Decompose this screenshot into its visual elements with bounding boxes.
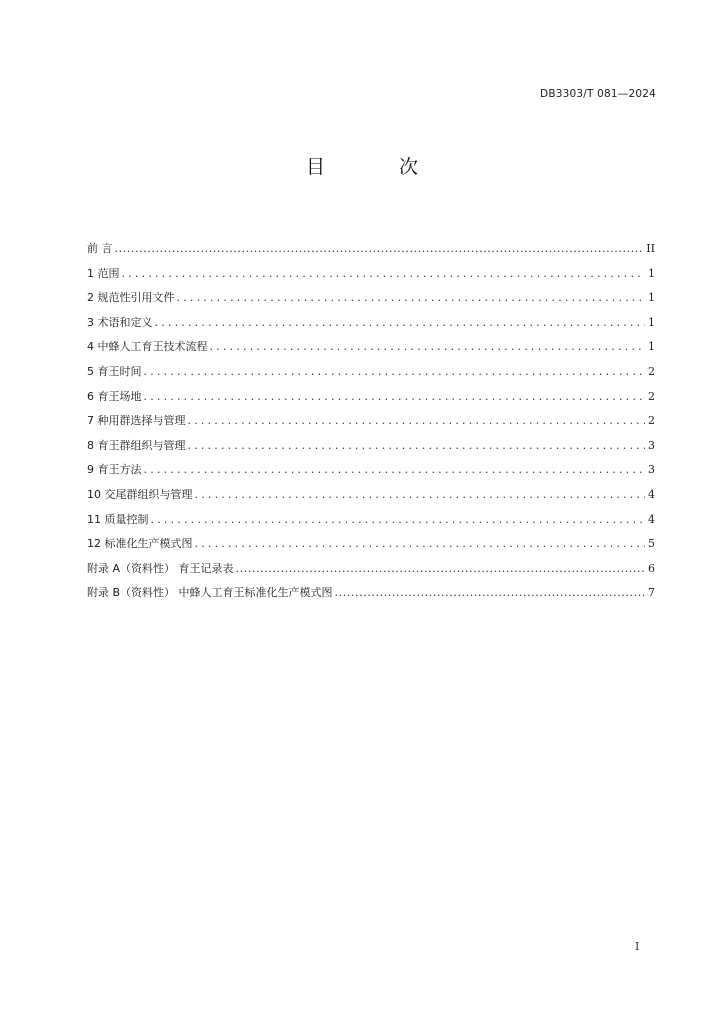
- toc-leader-dots: [210, 340, 646, 353]
- toc-leader-dots: [151, 513, 646, 526]
- toc-entry[interactable]: [87, 511, 655, 536]
- toc-entry-label: 10 交尾群组织与管理: [87, 487, 193, 501]
- toc-entry[interactable]: [87, 388, 655, 413]
- toc-leader-dots: [236, 562, 645, 575]
- toc-entry-page: 1: [648, 266, 655, 280]
- toc-entry-label: 9 育王方法: [87, 463, 142, 477]
- toc-entry[interactable]: [87, 461, 655, 486]
- toc-entry-page: 7: [648, 586, 655, 600]
- toc-entry[interactable]: [87, 363, 655, 388]
- toc-entry-label: 11 质量控制: [87, 512, 149, 526]
- toc-entry-label: 2 规范性引用文件: [87, 291, 175, 305]
- toc-entry-label: 3 术语和定义: [87, 315, 153, 329]
- page-number: I: [635, 940, 640, 953]
- toc-entry[interactable]: [87, 314, 655, 339]
- toc-entry-label: 12 标准化生产模式图: [87, 537, 193, 551]
- toc-entry[interactable]: [87, 437, 655, 462]
- toc-entry-page: 2: [648, 389, 655, 403]
- toc-leader-dots: [122, 267, 646, 280]
- toc-entry-page: 1: [648, 340, 655, 354]
- toc-entry[interactable]: [87, 338, 655, 363]
- toc-entry-label: 5 育王时间: [87, 364, 142, 378]
- toc-entry[interactable]: [87, 289, 655, 314]
- toc-entry-page: 4: [648, 512, 655, 526]
- toc-entry[interactable]: [87, 240, 655, 265]
- toc-entry-label: 8 育王群组织与管理: [87, 438, 186, 452]
- table-of-contents: [87, 240, 655, 609]
- toc-entry[interactable]: [87, 560, 655, 585]
- document-code: DB3303/T 081—2024: [540, 88, 656, 100]
- toc-entry[interactable]: [87, 265, 655, 290]
- toc-entry-page: 2: [648, 414, 655, 428]
- toc-leader-dots: [177, 291, 646, 304]
- toc-entry[interactable]: [87, 486, 655, 511]
- toc-leader-dots: [195, 537, 646, 550]
- toc-entry-page: 1: [648, 291, 655, 305]
- toc-entry-label: 1 范围: [87, 266, 120, 280]
- toc-entry-label: 7 种用群选择与管理: [87, 414, 186, 428]
- toc-entry-label: 附录 B（资料性） 中蜂人工育王标准化生产模式图: [87, 586, 333, 600]
- toc-leader-dots: [144, 365, 646, 378]
- toc-entry-page: 4: [648, 487, 655, 501]
- toc-leader-dots: [144, 463, 646, 476]
- toc-entry-page: 2: [648, 364, 655, 378]
- toc-entry-page: 3: [648, 463, 655, 477]
- toc-entry-label: 6 育王场地: [87, 389, 142, 403]
- toc-leader-dots: [335, 586, 645, 599]
- toc-entry[interactable]: [87, 535, 655, 560]
- toc-entry-label: 前 言: [87, 242, 113, 255]
- toc-entry[interactable]: [87, 584, 655, 609]
- toc-leader-dots: [188, 414, 646, 427]
- toc-entry-label: 4 中蜂人工育王技术流程: [87, 340, 208, 354]
- toc-leader-dots: [155, 316, 646, 329]
- toc-entry-page: II: [646, 242, 655, 255]
- toc-leader-dots: [195, 488, 646, 501]
- toc-entry-label: 附录 A（资料性） 育王记录表: [87, 561, 234, 575]
- toc-entry[interactable]: [87, 412, 655, 437]
- page-title: 目 次: [305, 156, 453, 178]
- toc-entry-page: 3: [648, 438, 655, 452]
- toc-entry-page: 1: [648, 315, 655, 329]
- toc-entry-page: 6: [648, 561, 655, 575]
- toc-leader-dots: [144, 390, 646, 403]
- toc-leader-dots: [188, 439, 646, 452]
- toc-entry-page: 5: [648, 537, 655, 551]
- toc-leader-dots: [115, 242, 644, 255]
